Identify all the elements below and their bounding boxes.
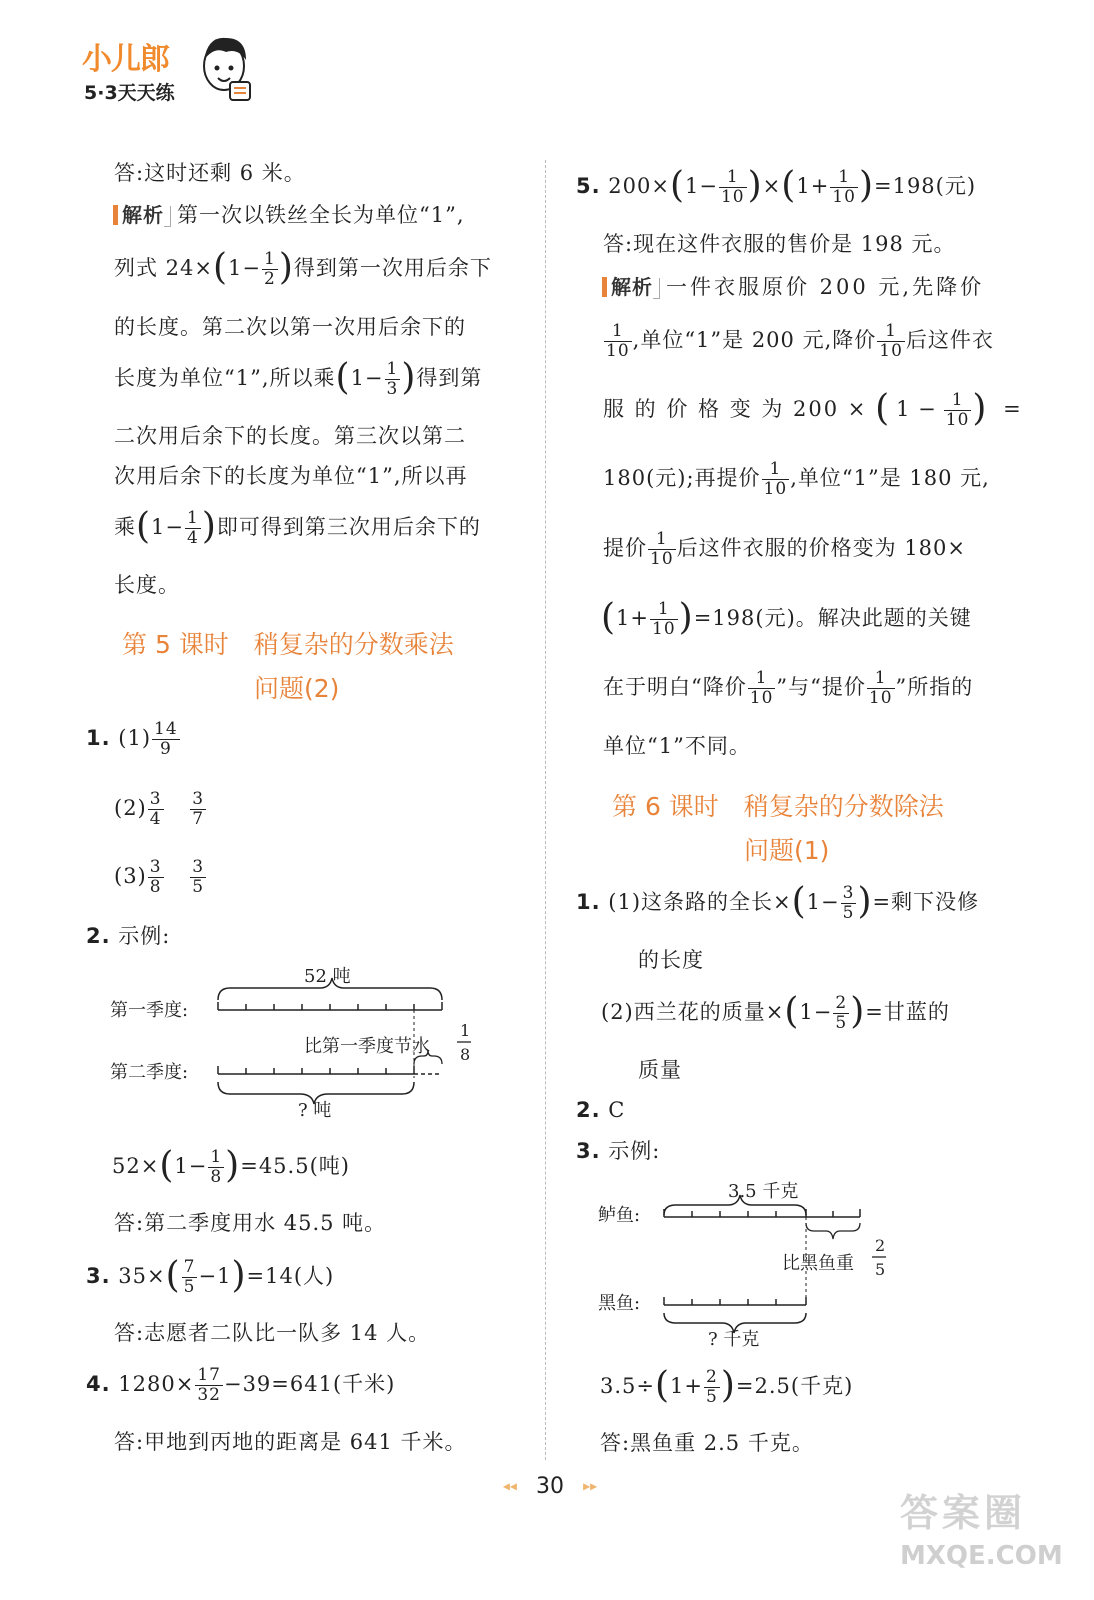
fraction-numerator: 1	[762, 460, 790, 480]
fraction	[867, 669, 895, 708]
fraction-denominator: 5	[192, 877, 205, 898]
fraction-numerator: 1	[648, 530, 676, 550]
expression-part: =甘蓝的	[865, 1000, 950, 1025]
analysis-text: ”所指的	[895, 675, 974, 700]
fraction-numerator: 1	[187, 508, 199, 528]
paren-open: (	[159, 1144, 175, 1186]
expression-part: −39=641(千米)	[223, 1372, 396, 1397]
expression-part: 52×	[112, 1154, 160, 1179]
expression-part: 35×	[118, 1264, 166, 1289]
diagram-label: ? 千克	[708, 1329, 760, 1350]
analysis-text: 得到第	[416, 366, 483, 391]
expression-part: =14(人)	[246, 1264, 335, 1289]
paren-close: )	[972, 387, 988, 429]
fraction	[877, 322, 905, 361]
analysis-line-7	[114, 505, 481, 549]
fraction-denominator: 9	[159, 739, 172, 760]
paren-open: (	[165, 1254, 181, 1296]
paren-open: (	[213, 246, 229, 288]
analysis-text: 后这件衣服的价格变为 180×	[676, 536, 966, 561]
paren-open: (	[335, 356, 351, 398]
fraction-numerator: 1	[944, 391, 972, 411]
expression-part: 1−	[350, 366, 384, 391]
fraction-numerator: 1	[830, 168, 858, 188]
expression-part: 200×	[608, 174, 670, 199]
diagram-label: 3.5 千克	[728, 1181, 799, 1202]
example-label: 示例:	[118, 924, 171, 948]
fraction	[650, 600, 678, 639]
expression-part: (2)西兰花的质量×	[601, 1000, 785, 1025]
analysis-text: 一件衣服原价 200 元,先降价	[666, 275, 985, 299]
fraction	[262, 250, 278, 289]
analysis-tag-corner	[164, 206, 171, 227]
paren-close: )	[278, 246, 294, 288]
analysis-text: 列式 24×	[114, 256, 213, 281]
paren-open: (	[669, 164, 686, 206]
paren-close: )	[201, 505, 217, 547]
subquestion-label: (3)	[114, 864, 147, 889]
fraction-denominator: 4	[149, 809, 162, 830]
analysis-line-1	[113, 205, 465, 227]
prev-arrows-icon: ◂◂	[502, 1478, 517, 1495]
paren-close: )	[747, 164, 763, 206]
fraction	[148, 858, 164, 897]
fraction	[748, 669, 776, 708]
fraction-denominator: 10	[650, 549, 674, 570]
page-number: 30	[536, 1474, 564, 1499]
row-label-q2: 第二季度:	[110, 1062, 189, 1083]
paren-open: (	[791, 880, 807, 922]
column-divider	[545, 160, 546, 1460]
expression-part: =45.5(吨)	[240, 1154, 350, 1179]
paren-close: )	[850, 990, 866, 1032]
analysis-text: =198(元)。解决此题的关键	[693, 606, 972, 631]
analysis2-line-1	[602, 277, 984, 299]
analysis2-line-7	[603, 669, 973, 708]
fraction-denominator: 5	[875, 1260, 886, 1279]
fraction	[648, 530, 676, 569]
fraction-numerator: 17	[197, 1365, 221, 1385]
fraction	[833, 994, 849, 1033]
example-label: 示例:	[608, 1139, 661, 1163]
fraction-denominator: 3	[386, 379, 399, 400]
expression-part: 1+	[670, 1374, 704, 1399]
expression-part: (1)这条路的全长×	[608, 890, 792, 915]
analysis-tag: 解析	[602, 277, 653, 297]
question-number: 3.	[86, 1264, 111, 1289]
fraction-denominator: 10	[832, 187, 856, 208]
expression-part: 1−	[685, 174, 718, 199]
lesson-6-title: 第 6 课时 稍复杂的分数除法	[612, 792, 944, 821]
fraction-numerator: 1	[604, 322, 632, 342]
fraction-denominator: 10	[720, 187, 745, 208]
diagram-label: 52 吨	[304, 966, 351, 987]
fraction-numerator: 1	[460, 1021, 471, 1040]
fraction-denominator: 10	[763, 479, 788, 500]
diagram-label: 比黑鱼重	[782, 1253, 854, 1274]
analysis-line-2	[114, 246, 492, 290]
fraction-numerator: 1	[210, 1147, 223, 1167]
analysis-text: 180(元);再提价	[603, 466, 761, 491]
equation-q3	[86, 1254, 335, 1298]
fraction-denominator: 2	[264, 269, 276, 290]
answer-remaining: 答:这时还剩 6 米。	[114, 161, 306, 185]
answer-q3: 答:志愿者二队比一队多 14 人。	[114, 1321, 431, 1345]
expression-part: ×	[762, 174, 782, 199]
paren-open: (	[784, 990, 800, 1032]
fraction-denominator: 10	[945, 410, 970, 431]
question-number: 1.	[86, 726, 111, 751]
question-r3	[576, 1141, 660, 1162]
answer-q4: 答:甲地到丙地的距离是 641 千米。	[114, 1430, 467, 1454]
fraction	[190, 858, 206, 897]
fraction	[195, 1366, 223, 1405]
fraction-denominator: 10	[749, 688, 774, 709]
paren-open: (	[875, 387, 891, 429]
fraction-denominator: 8	[460, 1045, 471, 1064]
fraction	[704, 1368, 720, 1407]
paren-open: (	[601, 596, 617, 638]
expression-part: =2.5(千克)	[735, 1374, 854, 1399]
expression-part: −1	[198, 1264, 232, 1289]
fraction-numerator: 2	[835, 993, 848, 1013]
fraction-numerator: 7	[183, 1257, 196, 1277]
question-1-1	[86, 720, 181, 759]
analysis-line-5: 二次用后余下的长度。第三次以第二	[114, 424, 466, 448]
row-label-perch: 鲈鱼:	[598, 1205, 641, 1226]
mascot-icon	[190, 30, 260, 106]
next-arrows-icon: ▸▸	[583, 1478, 598, 1495]
equation-q4	[86, 1366, 395, 1405]
fraction	[830, 168, 858, 207]
segment-perch-ticks	[664, 1209, 860, 1217]
question-2	[86, 926, 170, 947]
analysis-text: 长度为单位“1”,所以乘	[114, 366, 336, 391]
analysis-text: 得到第一次用后余下	[293, 256, 492, 281]
series-title: 5·3天天练	[84, 82, 175, 104]
analysis-tag-corner	[653, 278, 660, 299]
fraction-numerator: 3	[149, 857, 162, 877]
fraction	[182, 1258, 198, 1297]
expression-part: 1−	[806, 890, 840, 915]
segment-q1-ticks	[218, 1002, 442, 1010]
expression-part: 1−	[799, 1000, 833, 1025]
question-number: 4.	[86, 1372, 111, 1397]
fraction-denominator: 5	[842, 903, 855, 924]
fraction-numerator: 1	[386, 359, 399, 379]
lesson-6-subtitle: 问题(1)	[744, 836, 830, 865]
question-number: 2.	[86, 924, 111, 948]
analysis2-line-5	[603, 530, 966, 569]
fraction-denominator: 5	[835, 1013, 848, 1034]
question-r1-1	[576, 880, 980, 924]
expression-part: 1 −	[896, 397, 937, 422]
fraction-denominator: 10	[868, 688, 893, 709]
fraction-denominator: 8	[149, 877, 162, 898]
equation-q2	[112, 1144, 350, 1188]
fraction-denominator: 10	[879, 341, 903, 362]
question-r1-1-cont: 的长度	[638, 948, 704, 972]
question-r1-2	[601, 990, 950, 1034]
analysis-line-6: 次用后余下的长度为单位“1”,所以再	[114, 464, 468, 488]
row-label-q1: 第一季度:	[110, 1000, 189, 1021]
fraction-numerator: 2	[706, 1367, 718, 1387]
question-number: 2.	[576, 1098, 601, 1122]
brand-title: 小儿郎	[82, 42, 169, 77]
fraction-numerator: 14	[154, 719, 178, 739]
fraction-denominator: 5	[183, 1277, 196, 1298]
segment-q2-ticks	[218, 1066, 414, 1074]
analysis-text: 后这件衣	[905, 328, 994, 353]
watermark-top: 答案圈	[900, 1491, 1027, 1535]
line-diagram-water	[110, 960, 490, 1125]
paren-close: )	[858, 164, 874, 206]
analysis-tag: 解析	[113, 205, 164, 225]
question-number: 3.	[576, 1139, 601, 1163]
fraction-numerator: 1	[719, 168, 747, 188]
analysis2-line-4	[603, 460, 990, 499]
fraction	[152, 720, 180, 759]
paren-close: )	[720, 1364, 736, 1406]
fraction	[944, 391, 972, 430]
analysis2-line-6	[601, 596, 972, 640]
expression-part: 1−	[174, 1154, 208, 1179]
fraction	[762, 460, 790, 499]
fraction	[148, 790, 164, 829]
fraction-denominator: 7	[192, 809, 205, 830]
watermark	[900, 1482, 1070, 1582]
equation-q5	[576, 164, 977, 208]
fraction-numerator: 2	[875, 1236, 886, 1255]
fraction	[719, 168, 747, 207]
diagram-label: 比第一季度节水	[304, 1036, 430, 1057]
fraction-numerator: 3	[149, 789, 162, 809]
lesson-5-title: 第 5 课时 稍复杂的分数乘法	[122, 630, 454, 659]
expression-part: 1−	[151, 515, 185, 540]
extra-brace	[806, 1223, 860, 1239]
expression-part: =剩下没修	[872, 890, 980, 915]
fraction	[385, 360, 401, 399]
answer-choice: C	[608, 1098, 626, 1122]
segment-snakehead-ticks	[664, 1297, 806, 1305]
question-number: 1.	[576, 890, 601, 915]
paren-close: )	[401, 356, 417, 398]
fraction-numerator: 3	[192, 789, 205, 809]
fraction-denominator: 5	[706, 1387, 718, 1408]
analysis-line-4	[114, 356, 483, 400]
analysis2-line-3	[603, 387, 1022, 431]
analysis2-line-8: 单位“1”不同。	[603, 734, 751, 758]
question-1-2	[114, 790, 207, 829]
analysis-text: 服 的 价 格 变 为 200 ×	[603, 397, 868, 422]
fraction-numerator: 3	[192, 857, 205, 877]
answer-q5: 答:现在这件衣服的售价是 198 元。	[603, 232, 956, 256]
fraction-numerator: 1	[867, 669, 895, 689]
question-r2	[576, 1100, 625, 1121]
fraction-numerator: 3	[842, 883, 855, 903]
paren-open: (	[136, 505, 152, 547]
analysis-line-8: 长度。	[114, 573, 180, 597]
expression-part: =	[1003, 397, 1022, 422]
answer-r3: 答:黑鱼重 2.5 千克。	[600, 1431, 814, 1455]
analysis-text: 即可得到第三次用后余下的	[216, 515, 481, 540]
fraction-numerator: 1	[748, 669, 776, 689]
expression-part: 1−	[228, 256, 262, 281]
paren-close: )	[225, 1144, 241, 1186]
fraction	[841, 884, 857, 923]
diagram-label: ? 吨	[298, 1100, 332, 1121]
fraction-denominator: 8	[210, 1167, 223, 1188]
fraction-numerator: 1	[650, 600, 678, 620]
question-number: 5.	[576, 174, 601, 199]
analysis-text: ,单位“1”是 180 元,	[790, 466, 990, 491]
analysis-text: 提价	[603, 536, 647, 561]
analysis-line-3: 的长度。第二次以第一次用后余下的	[114, 315, 466, 339]
fraction-denominator: 10	[606, 341, 630, 362]
fraction-denominator: 10	[652, 619, 676, 640]
analysis2-line-2	[603, 322, 994, 361]
analysis-text: 在于明白“降价	[603, 675, 747, 700]
row-label-snakehead: 黑鱼:	[598, 1293, 641, 1314]
subquestion-label: (2)	[114, 796, 147, 821]
question-r1-2-cont: 质量	[638, 1058, 682, 1082]
subquestion-label: (1)	[118, 726, 152, 751]
watermark-bottom: MXQE.COM	[900, 1541, 1063, 1571]
fraction-numerator: 1	[877, 322, 905, 342]
fraction	[185, 509, 201, 548]
equation-r3	[600, 1364, 854, 1408]
fraction	[190, 790, 206, 829]
fraction	[208, 1148, 224, 1187]
analysis-text: 第一次以铁丝全长为单位“1”,	[177, 203, 465, 227]
page-footer	[470, 1474, 630, 1504]
analysis-text: ”与“提价	[776, 675, 866, 700]
fraction-denominator: 4	[187, 528, 199, 549]
paren-open: (	[781, 164, 797, 206]
brand-logo	[80, 30, 260, 110]
question-1-3	[114, 858, 207, 897]
expression-part: =198(元)	[873, 174, 977, 199]
line-diagram-fish	[598, 1175, 898, 1350]
analysis-text: ,单位“1”是 200 元,降价	[632, 328, 877, 353]
expression-part: 3.5÷	[600, 1374, 655, 1399]
lesson-5-subtitle: 问题(2)	[254, 674, 340, 703]
fraction	[604, 322, 632, 361]
paren-close: )	[231, 1254, 247, 1296]
paren-close: )	[678, 596, 694, 638]
expression-part: 1+	[796, 174, 830, 199]
fraction-numerator: 1	[264, 249, 276, 269]
analysis-text: 乘	[114, 515, 136, 540]
paren-close: )	[857, 880, 873, 922]
answer-q2: 答:第二季度用水 45.5 吨。	[114, 1211, 387, 1235]
fraction-denominator: 32	[197, 1385, 221, 1406]
expression-part: 1280×	[118, 1372, 195, 1397]
expression-part: 1+	[616, 606, 650, 631]
paren-open: (	[655, 1364, 671, 1406]
